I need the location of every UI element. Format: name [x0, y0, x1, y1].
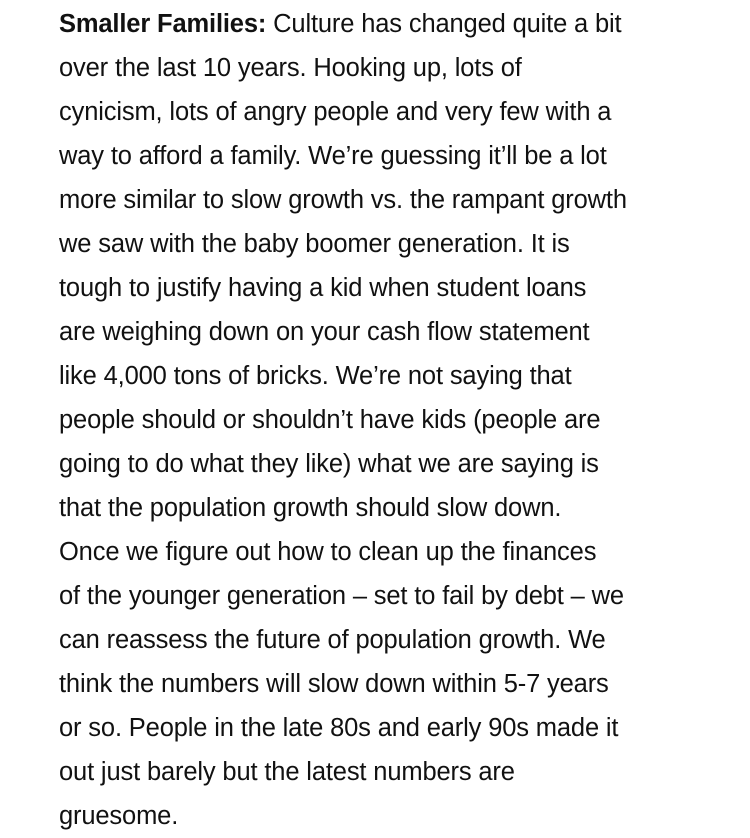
paragraph-line: out just barely but the latest numbers are [59, 758, 515, 786]
paragraph-line: of the younger generation – set to fail by debt – we [59, 582, 624, 610]
paragraph-line: or so. People in the late 80s and early 90s made it [59, 714, 619, 742]
section-heading: Smaller Families: [59, 10, 267, 38]
paragraph-line: over the last 10 years. Hooking up, lots of [59, 54, 522, 82]
paragraph-line: think the numbers will slow down within 5-7 years [59, 670, 609, 698]
paragraph-line: gruesome. [59, 802, 179, 830]
paragraph-line [59, 2, 719, 46]
paragraph-line: going to do what they like) what we are saying is [59, 450, 599, 478]
paragraph-line: way to afford a family. We’re guessing it’ll be a lot [59, 142, 607, 170]
paragraph-line: cynicism, lots of angry people and very few with a [59, 98, 612, 126]
paragraph-line: tough to justify having a kid when student loans [59, 274, 587, 302]
paragraph-line: are weighing down on your cash flow statement [59, 318, 590, 346]
paragraph-line: like 4,000 tons of bricks. We’re not saying that [59, 362, 572, 390]
line-text: Culture has changed quite a bit [266, 10, 622, 38]
article-body [59, 2, 719, 838]
paragraph-line: can reassess the future of population growth. We [59, 626, 606, 654]
paragraph-line: we saw with the baby boomer generation. It is [59, 230, 570, 258]
paragraph-line: Once we figure out how to clean up the finances [59, 538, 597, 566]
paragraph-line: people should or shouldn’t have kids (people are [59, 406, 601, 434]
paragraph-line: that the population growth should slow down. [59, 494, 562, 522]
paragraph-line: more similar to slow growth vs. the rampant growth [59, 186, 627, 214]
paragraph-smaller-families [59, 2, 719, 838]
